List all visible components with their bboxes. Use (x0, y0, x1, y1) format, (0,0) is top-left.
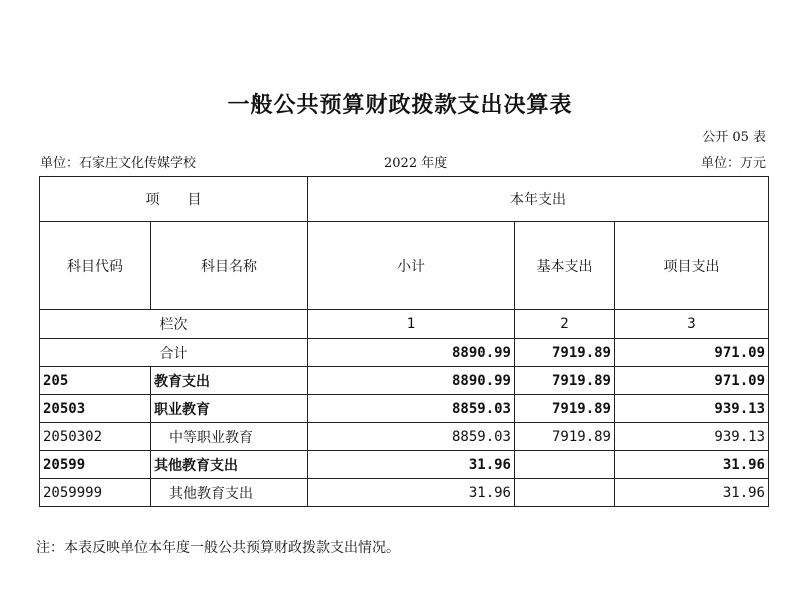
header-current-year: 本年支出 (308, 177, 769, 222)
header-project-exp: 项目支出 (615, 222, 769, 310)
row-project: 31.96 (615, 451, 769, 479)
col-index-3: 3 (615, 310, 769, 339)
header-code: 科目代码 (40, 222, 151, 310)
row-subtotal: 31.96 (308, 451, 515, 479)
row-name: 其他教育支出 (151, 451, 308, 479)
total-subtotal: 8890.99 (308, 339, 515, 367)
row-basic (515, 479, 615, 507)
footnote: 注：本表反映单位本年度一般公共预算财政拨款支出情况。 (36, 540, 400, 556)
currency-unit: 单位：万元 (700, 156, 766, 171)
row-subtotal: 31.96 (308, 479, 515, 507)
form-code: 公开 05 表 (702, 130, 766, 145)
column-index-row (40, 310, 769, 339)
row-name: 中等职业教育 (151, 423, 308, 451)
row-code: 2059999 (40, 479, 151, 507)
header-project: 项 目 (40, 177, 308, 222)
header-subtotal: 小计 (308, 222, 515, 310)
row-code: 205 (40, 367, 151, 395)
col-index-1: 1 (308, 310, 515, 339)
row-code: 20503 (40, 395, 151, 423)
row-subtotal: 8859.03 (308, 423, 515, 451)
row-basic (515, 451, 615, 479)
total-basic: 7919.89 (515, 339, 615, 367)
col-index-2: 2 (515, 310, 615, 339)
budget-table (39, 176, 769, 507)
row-basic: 7919.89 (515, 395, 615, 423)
row-code: 20599 (40, 451, 151, 479)
fiscal-year: 2022 年度 (384, 156, 448, 171)
row-name: 职业教育 (151, 395, 308, 423)
table-row (40, 479, 769, 507)
header-name: 科目名称 (151, 222, 308, 310)
row-subtotal: 8890.99 (308, 367, 515, 395)
row-subtotal: 8859.03 (308, 395, 515, 423)
table-row (40, 395, 769, 423)
total-row (40, 339, 769, 367)
page-title: 一般公共预算财政拨款支出决算表 (227, 92, 573, 118)
row-code: 2050302 (40, 423, 151, 451)
unit-organization: 单位：石家庄文化传媒学校 (40, 156, 197, 171)
row-basic: 7919.89 (515, 423, 615, 451)
table-row (40, 367, 769, 395)
header-basic: 基本支出 (515, 222, 615, 310)
table-row (40, 423, 769, 451)
row-basic: 7919.89 (515, 367, 615, 395)
row-project: 939.13 (615, 423, 769, 451)
total-project: 971.09 (615, 339, 769, 367)
table-row (40, 451, 769, 479)
row-project: 971.09 (615, 367, 769, 395)
total-label: 合计 (40, 339, 308, 367)
row-index-label: 栏次 (40, 310, 308, 339)
header-row-1 (40, 177, 769, 222)
row-project: 939.13 (615, 395, 769, 423)
row-name: 其他教育支出 (151, 479, 308, 507)
row-name: 教育支出 (151, 367, 308, 395)
row-project: 31.96 (615, 479, 769, 507)
header-row-2 (40, 222, 769, 310)
